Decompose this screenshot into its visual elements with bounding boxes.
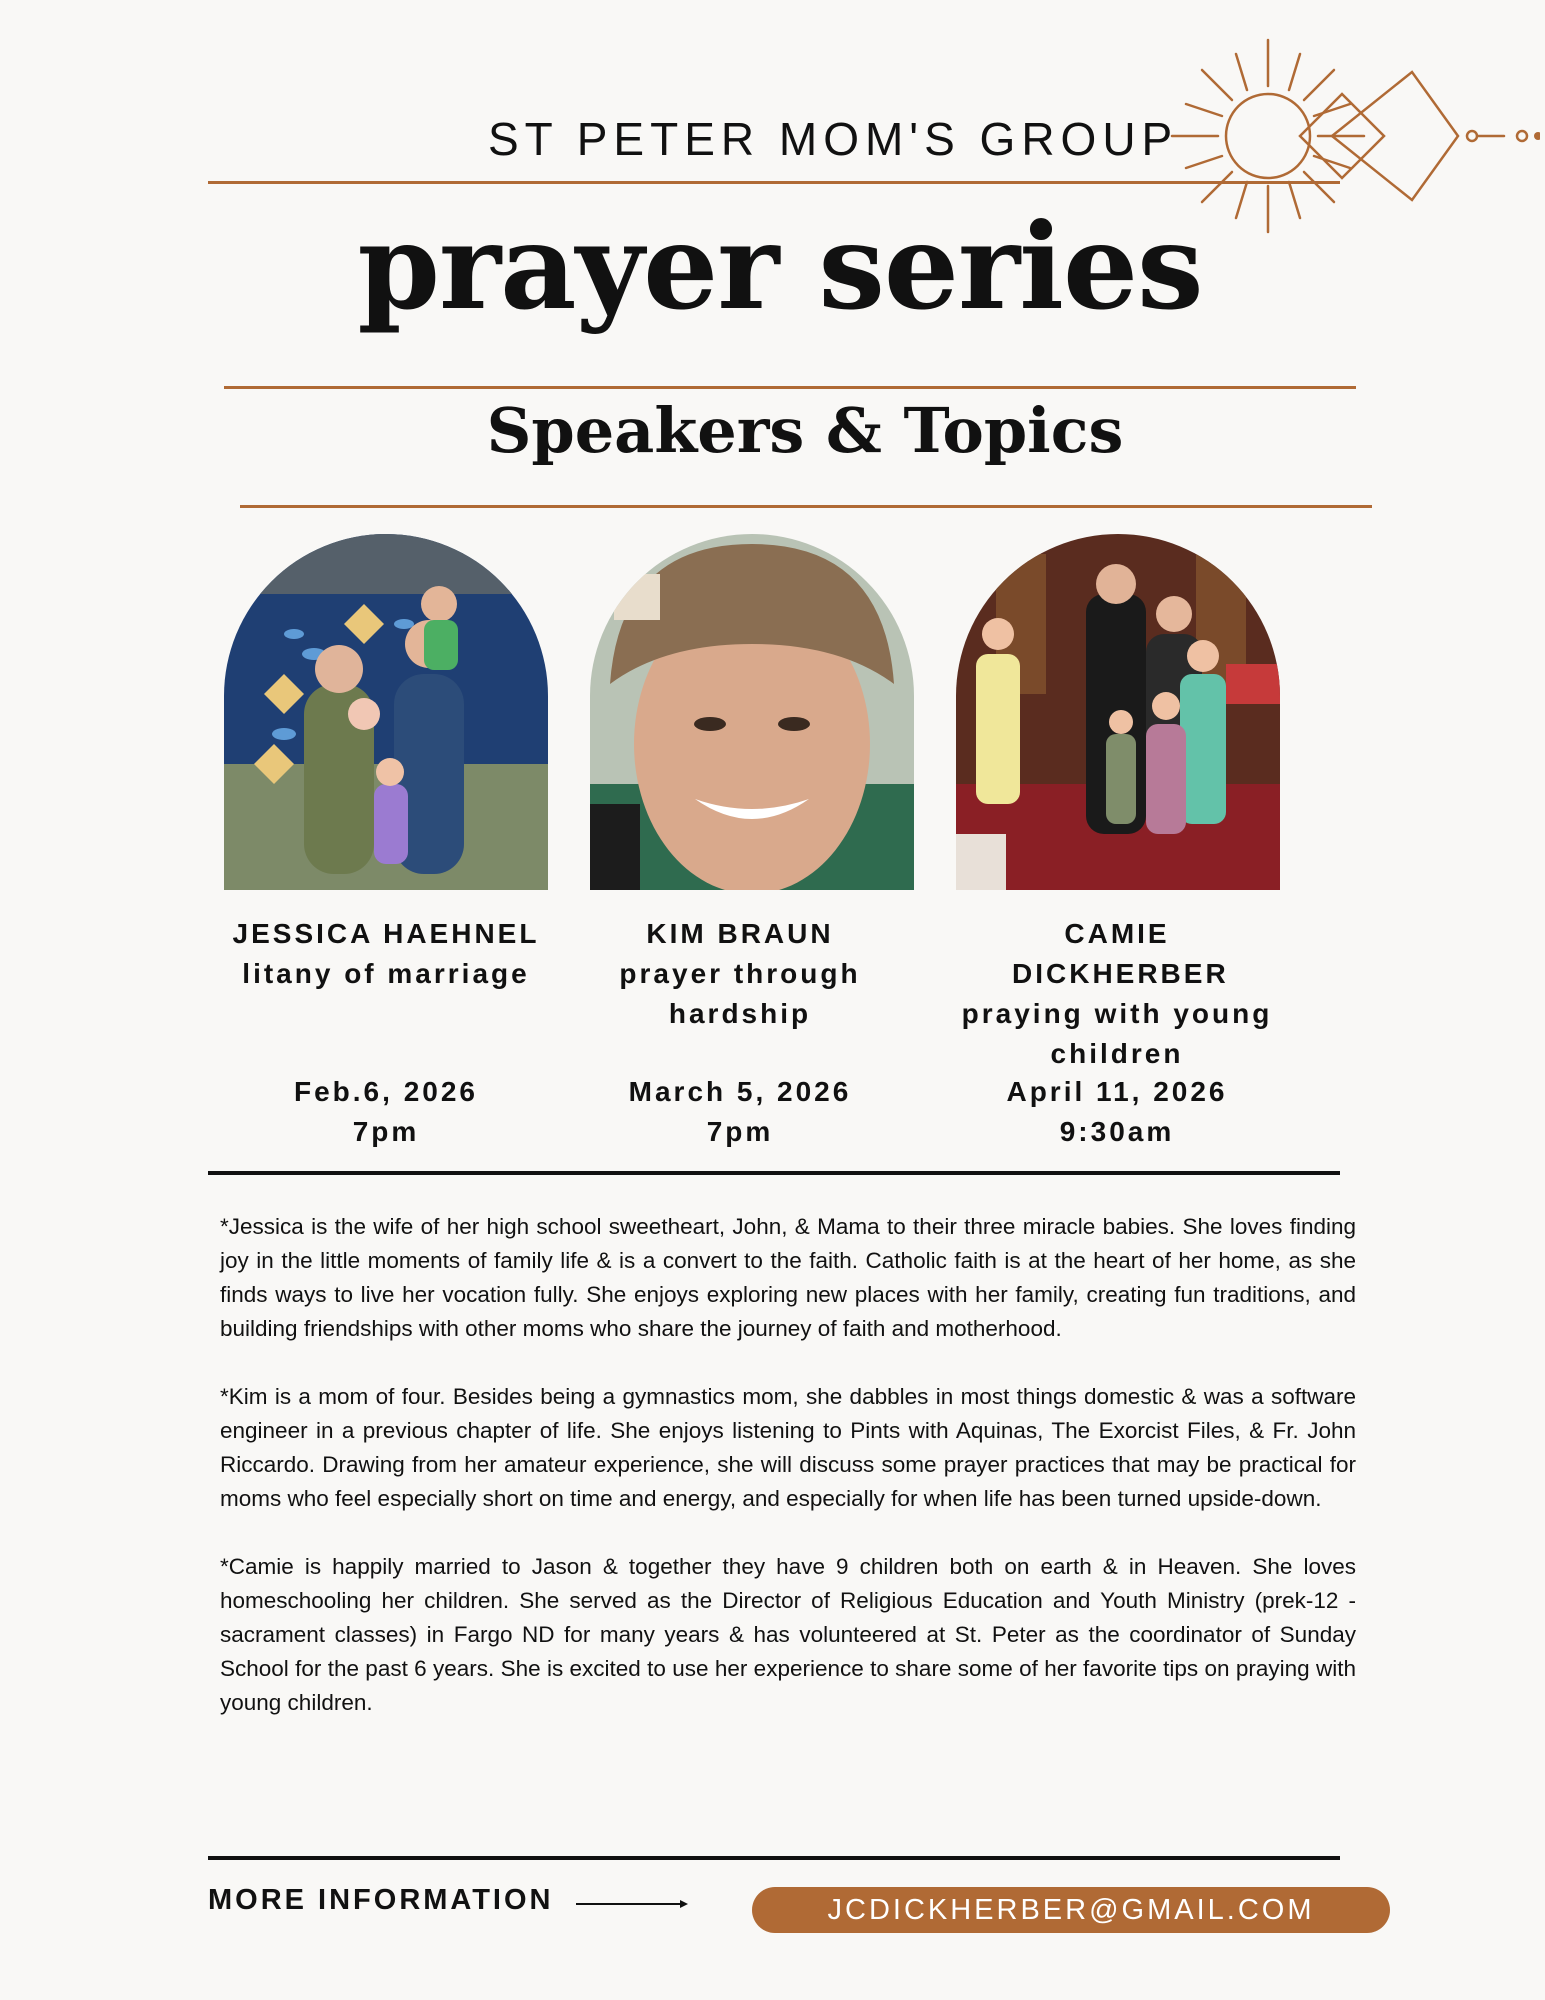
header-divider <box>208 181 1340 184</box>
speaker-topic: praying with young children <box>961 998 1273 1069</box>
speakers-divider <box>208 1171 1340 1175</box>
speaker-photo-camie <box>956 534 1280 890</box>
speaker-photo-jessica <box>224 534 548 890</box>
page-title: prayer series <box>357 197 1203 336</box>
speaker-topic: prayer through hardship <box>619 958 861 1029</box>
group-title: ST PETER MOM'S GROUP <box>488 113 1179 165</box>
contact-email-link[interactable]: JCDICKHERBER@GMAIL.COM <box>752 1887 1390 1933</box>
speaker-card-2 <box>555 914 925 1147</box>
subtitle-divider <box>240 505 1372 508</box>
speaker-time: 9:30am <box>1059 1116 1175 1147</box>
speaker-card-3 <box>932 914 1302 1147</box>
speaker-topic: litany of marriage <box>242 958 530 989</box>
speaker-name: KIM BRAUN <box>646 918 834 949</box>
speaker-name: JESSICA HAEHNEL <box>232 918 540 949</box>
speaker-name: CAMIE DICKHERBER <box>1012 918 1229 989</box>
speaker-time: 7pm <box>706 1116 774 1147</box>
speaker-date: Feb.6, 2026 <box>294 1076 478 1107</box>
speaker-date: March 5, 2026 <box>628 1076 852 1107</box>
arrow-right-icon <box>576 1894 688 1914</box>
speaker-time: 7pm <box>352 1116 420 1147</box>
speaker-card-1 <box>201 914 571 1147</box>
more-information-label: MORE INFORMATION <box>208 1884 554 1916</box>
bio-kim: *Kim is a mom of four. Besides being a gymnastics mom, she dabbles in most things domestic & was a software engineer in a previous chapter of life. She enjoys listening to Pints with Aquinas, The Exorcist Files, & Fr. John Riccardo. Drawing from her amateur experience, she will discuss some prayer practices that may be practical for moms who feel especially short on time and energy, and especially for when life has been turned upside-down. <box>220 1384 1356 1511</box>
speaker-photo-kim <box>590 534 914 890</box>
footer-divider <box>208 1856 1340 1860</box>
bio-camie: *Camie is happily married to Jason & together they have 9 children both on earth & in Heaven. She loves homeschooling her children. She served as the Director of Religious Education and Youth Ministry (prek-12 -sacrament classes) in Fargo ND for many years & has volunteered at St. Peter as the coordinator of Sunday School for the past 6 years. She is excited to use her experience to share some of her favorite tips on praying with young children. <box>220 1554 1356 1715</box>
speaker-date: April 11, 2026 <box>1006 1076 1228 1107</box>
page-subtitle: Speakers & Topics <box>486 394 1124 467</box>
bio-jessica: *Jessica is the wife of her high school sweetheart, John, & Mama to their three miracle babies. She loves finding joy in the little moments of family life & is a convert to the faith. Catholic faith is at the heart of her home, as she finds ways to live her vocation fully. She enjoys exploring new places with her family, creating fun traditions, and building friendships with other moms who share the journey of faith and motherhood. <box>220 1214 1356 1341</box>
speaker-bios <box>220 1210 1356 1754</box>
title-divider <box>224 386 1356 389</box>
